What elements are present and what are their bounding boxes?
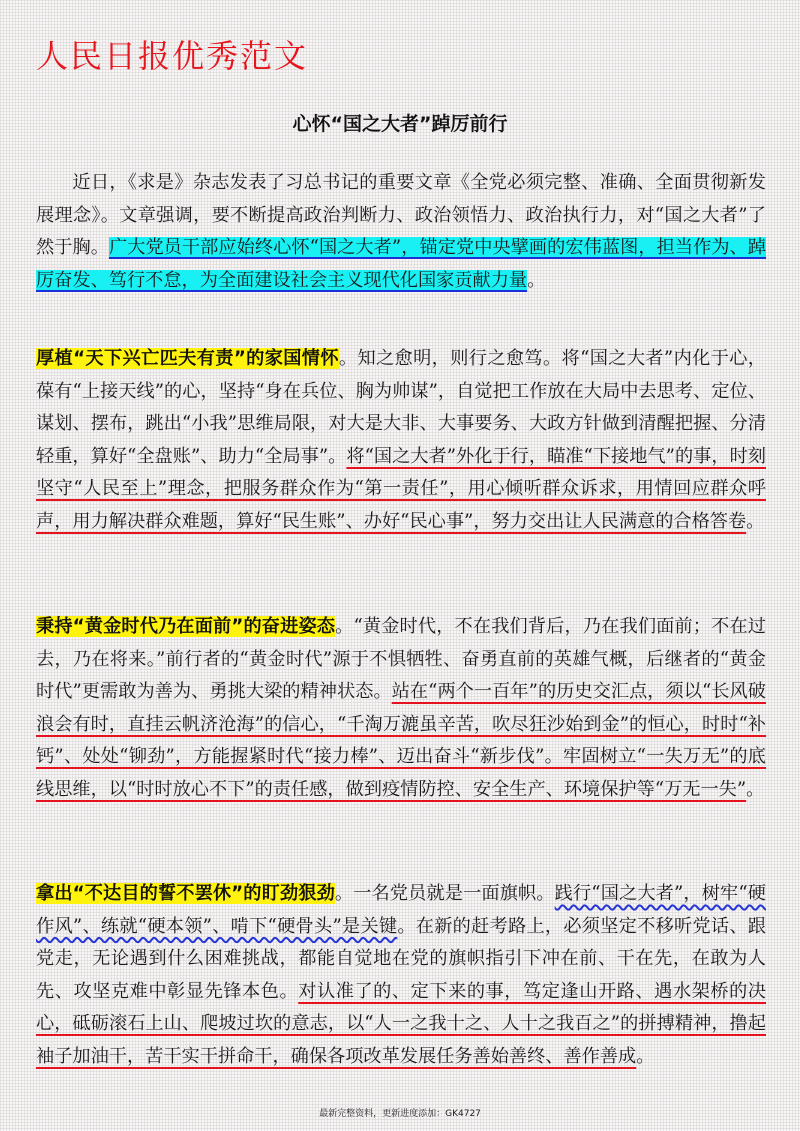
paragraph-section-3 — [36, 878, 766, 1074]
paragraph-end: 。 — [746, 510, 765, 532]
paragraph-end: 。 — [527, 269, 546, 291]
footer-note: 最新完整资料，更新进度添加：GK4727 — [319, 1109, 481, 1119]
paragraph-text: 。知之愈明，则行之愈笃。将“国之大者”内化于心，葆有“上接天线”的心，坚持“身在兵位、胸为帅谋”，自觉把工作放在大局中去思考、定位、谋划、摆布，跳出“小我”思维局限，对大是大非、大事要务、大政方针做到清醒把握、分清轻重，算好“全盘账”、助力“全局事”。 — [36, 348, 766, 467]
paragraph-text: 近日，《求是》杂志发表了习总书记的重要文章《全党必须完整、准确、全面贯彻新发展理念》。文章强调，要不断提高政治判断力、政治领悟力、政治执行力，对“国之大者”了然于胸。 — [36, 172, 766, 259]
underlined-sentence: 将“国之大者”外化于行，瞄准“下接地气”的事，时刻坚守“人民至上”理念，把服务群众作为“第一责任”，用心倾听群众诉求，用情回应群众呼声，用力解决群众难题，算好“民生账”、办好“民心事”，努力交出让人民满意的合格答卷 — [36, 445, 766, 532]
paragraph-intro — [36, 167, 766, 297]
section-heading: 拿出“不达目的誓不罢休”的盯劲狠劲 — [36, 883, 335, 904]
wavy-underlined-sentence: 践行“国之大者”，树牢“硬作风”、练就“硬本领”、啃下“硬骨头”是关键 — [36, 883, 766, 937]
section-heading: 秉持“黄金时代乃在面前”的奋进姿态 — [36, 616, 336, 637]
underlined-sentence: 对认准了的、定下来的事，笃定逢山开路、遇水架桥的决心，砥砺滚石上山、爬坡过坎的意志，以“人一之我十之、人十之我百之”的拼搏精神，撸起袖子加油干，苦干实干拼命干，确保各项改革发展任务善始善终、善作善成 — [36, 980, 766, 1067]
article-title: 心怀“国之大者”踔厉前行 — [292, 113, 508, 135]
paragraph-section-2 — [36, 611, 766, 807]
paragraph-section-1 — [36, 343, 766, 539]
section-heading: 厚植“天下兴亡匹夫有责”的家国情怀 — [36, 348, 339, 369]
highlighted-sentence: 广大党员干部应始终心怀“国之大者”，锚定党中央擘画的宏伟蓝图，担当作为、踔厉奋发、笃行不怠，为全面建设社会主义现代化国家贡献力量 — [36, 237, 766, 291]
paragraph-end: 。 — [746, 778, 765, 800]
paragraph-text: 。一名党员就是一面旗帜。 — [334, 883, 555, 904]
paragraph-end: 。 — [636, 1045, 655, 1067]
underlined-sentence: 站在“两个一百年”的历史交汇点，须以“长风破浪会有时，直挂云帆济沧海”的信心，“千淘万漉虽辛苦，吹尽狂沙始到金”的恒心，时时“补钙”、处处“铆劲”，方能握紧时代“接力棒”、迈出奋斗“新步伐”。牢固树立“一失万无”的底线思维，以“时时放心不下”的责任感，做到疫情防控、安全生产、环境保护等“万无一失” — [36, 681, 766, 800]
paragraph-text-2: 。在新的赶考路上，必须坚定不移听党话、跟党走，无论遇到什么困难挑战，都能自觉地在党的旗帜指引下冲在前、干在先，在敢为人先、攻坚克难中彰显先锋本色。 — [36, 915, 766, 1002]
paragraph-text: 。“黄金时代，不在我们背后，乃在我们面前；不在过去，乃在将来。”前行者的“黄金时代”源于不惧牺牲、奋勇直前的英雄气概，后继者的“黄金时代”更需敢为善为、勇挑大梁的精神状态。 — [36, 616, 766, 703]
brand-title: 人民日报优秀范文 — [36, 37, 309, 75]
